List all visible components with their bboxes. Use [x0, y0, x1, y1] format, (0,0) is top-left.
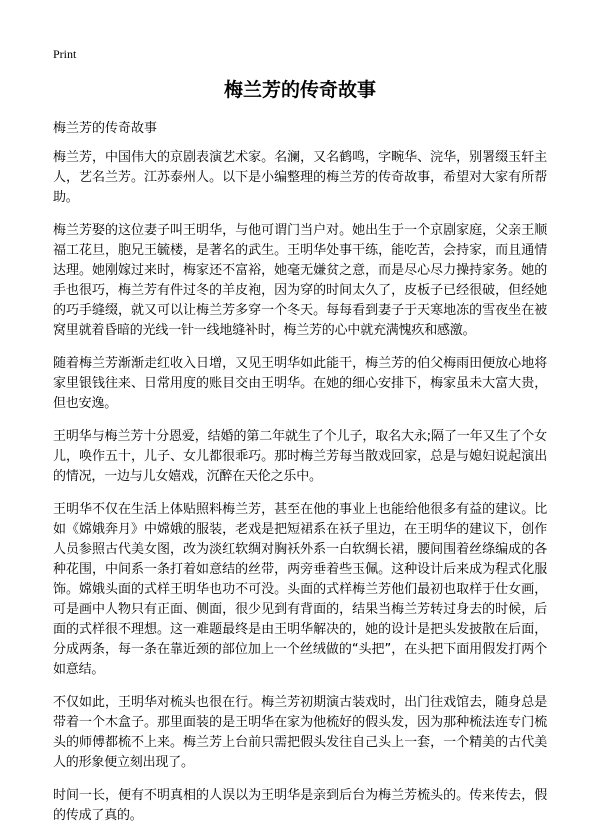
paragraph: 王明华不仅在生活上体贴照料梅兰芳，甚至在他的事业上也能给他很多有益的建议。比如《嫦娥奔月》中嫦娥的服装，老戏是把短裙系在袄子里边，在王明华的建议下，创作人员参照古代美女图，改为淡红软绸对胸袄外系一白软绸长裙，腰间围着丝绦编成的各种花围，中间系一条打着如意结的丝带，两旁垂着些玉佩。这种设计后来成为程式化服饰。嫦娥头面的式样王明华也功不可没。头面的式样梅兰芳他们最初也取样于仕女画，可是画中人物只有正面、侧面，很少见到有背面的，结果当梅兰芳转过身去的时候，后面的式样很不理想。这一难题最终是由王明华解决的，她的设计是把头发披散在后面，分成两条，每一条在靠近颈的部位加上一个丝绒做的“头把”，在头把下面用假发打两个如意结。 — [53, 502, 547, 677]
paragraph: 王明华与梅兰芳十分恩爱，结婚的第二年就生了个儿子，取名大永;隔了一年又生了个女儿，唤作五十，儿子、女儿都很乖巧。那时梅兰芳每当散戏回家，总是与媳妇说起演出的情况，一边与儿女嬉戏，沉醉在天伦之乐中。 — [53, 429, 547, 484]
article-body — [53, 148, 547, 839]
paragraph: 时间一长，便有不明真相的人误以为王明华是亲到后台为梅兰芳梳头的。传来传去，假的传成了真的。 — [53, 788, 547, 823]
print-link[interactable]: Print — [53, 47, 77, 61]
page-title: 梅兰芳的传奇故事 — [223, 79, 376, 101]
paragraph: 梅兰芳娶的这位妻子叫王明华，与他可谓门当户对。她出生于一个京剧家庭，父亲王顺福工花旦，胞兄王毓楼，是著名的武生。王明华处事干练，能吃苦，会持家，而且通情达理。她刚嫁过来时，梅家还不富裕，她毫无嫌贫之意，而是尽心尽力操持家务。她的手也很巧，梅兰芳有件过冬的羊皮袍，因为穿的时间太久了，皮板子已经很破，但经她的巧手缝缀，就又可以让梅兰芳多穿一个冬天。每每看到妻子于天寒地冻的雪夜坐在被窝里就着昏暗的光线一针一线地缝补时，梅兰芳的心中就充满愧疚和感激。 — [53, 223, 547, 338]
paragraph: 梅兰芳，中国伟大的京剧表演艺术家。名澜，又名鹤鸣，字畹华、浣华，别署缀玉轩主人，艺名兰芳。江苏泰州人。以下是小编整理的梅兰芳的传奇故事，希望对大家有所帮助。 — [53, 150, 547, 205]
paragraph: 不仅如此，王明华对梳头也很在行。梅兰芳初期演古装戏时，出门往戏馆去，随身总是带着一个木盒子。那里面装的是王明华在家为他梳好的假头发，因为那种梳法连专门梳头的师傅都梳不上来。梅兰芳上台前只需把假头发往自己头上一套，一个精美的古代美人的形象便立刻出现了。 — [53, 695, 547, 770]
article-subtitle: 梅兰芳的传奇故事 — [53, 121, 158, 136]
paragraph: 随着梅兰芳渐渐走红收入日增，又见王明华如此能干，梅兰芳的伯父梅雨田便放心地将家里银钱往来、日常用度的账目交由王明华。在她的细心安排下，梅家虽未大富大贵，但也安逸。 — [53, 356, 547, 411]
